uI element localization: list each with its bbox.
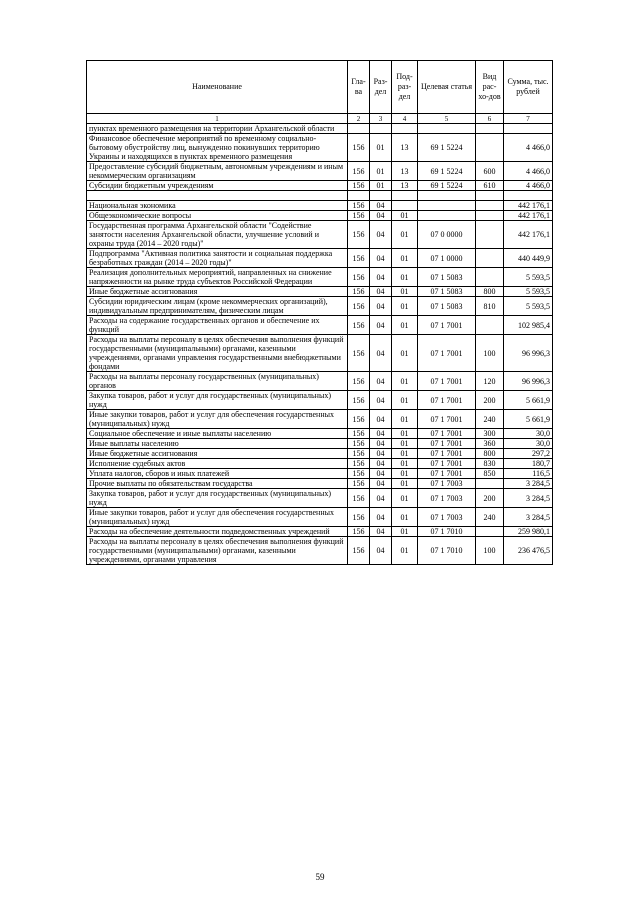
row-razdel: 01 bbox=[370, 134, 392, 162]
row-target: 07 1 7003 bbox=[418, 508, 476, 527]
row-name: Расходы на выплаты персоналу в целях обеспечения выполнения функций государственными (муниципальными) органами, казенными учреждениями, органами управления государственными внебюджетными фондами bbox=[87, 335, 348, 372]
row-sum: 440 449,9 bbox=[504, 249, 553, 268]
row-glava: 156 bbox=[348, 410, 370, 429]
row-name: Иные закупки товаров, работ и услуг для обеспечения государственных (муниципальных) нужд bbox=[87, 410, 348, 429]
row-target: 07 1 7010 bbox=[418, 537, 476, 565]
row-name: Субсидии бюджетным учреждениям bbox=[87, 181, 348, 191]
row-name: Закупка товаров, работ и услуг для государственных (муниципальных) нужд bbox=[87, 489, 348, 508]
row-sum: 3 284,5 bbox=[504, 489, 553, 508]
row-vid: 300 bbox=[476, 429, 504, 439]
row-vid: 120 bbox=[476, 372, 504, 391]
row-sum: 5 661,9 bbox=[504, 391, 553, 410]
row-razdel: 04 bbox=[370, 201, 392, 211]
row-podrazdel: 01 bbox=[392, 211, 418, 221]
row-podrazdel: 01 bbox=[392, 469, 418, 479]
row-razdel: 04 bbox=[370, 211, 392, 221]
row-glava: 156 bbox=[348, 221, 370, 249]
row-razdel: 04 bbox=[370, 316, 392, 335]
table-row bbox=[87, 211, 553, 221]
column-number: 6 bbox=[476, 114, 504, 124]
row-target bbox=[418, 211, 476, 221]
row-sum: 96 996,3 bbox=[504, 372, 553, 391]
row-name: Уплата налогов, сборов и иных платежей bbox=[87, 469, 348, 479]
row-podrazdel bbox=[392, 201, 418, 211]
row-name: Иные бюджетные ассигнования bbox=[87, 449, 348, 459]
row-podrazdel: 01 bbox=[392, 249, 418, 268]
row-glava: 156 bbox=[348, 391, 370, 410]
row-sum: 442 176,1 bbox=[504, 201, 553, 211]
row-sum: 4 466,0 bbox=[504, 134, 553, 162]
row-sum: 102 985,4 bbox=[504, 316, 553, 335]
row-name: Закупка товаров, работ и услуг для государственных (муниципальных) нужд bbox=[87, 391, 348, 410]
row-razdel: 04 bbox=[370, 287, 392, 297]
row-name: Подпрограмма "Активная политика занятости и социальная поддержка безработных граждан (2014 – 2020 годы)" bbox=[87, 249, 348, 268]
row-vid bbox=[476, 211, 504, 221]
row-podrazdel: 01 bbox=[392, 489, 418, 508]
row-name: Финансовое обеспечение мероприятий по временному социально-бытовому обустройству лиц, вынужденно покинувших территорию Украины и находящихся в пунктах временного размещения bbox=[87, 134, 348, 162]
row-glava: 156 bbox=[348, 489, 370, 508]
row-razdel: 04 bbox=[370, 249, 392, 268]
table-row bbox=[87, 391, 553, 410]
column-number-row bbox=[87, 114, 553, 124]
row-target bbox=[418, 124, 476, 134]
row-podrazdel: 01 bbox=[392, 479, 418, 489]
row-glava: 156 bbox=[348, 287, 370, 297]
row-vid bbox=[476, 249, 504, 268]
row-glava: 156 bbox=[348, 527, 370, 537]
table-row bbox=[87, 221, 553, 249]
row-glava: 156 bbox=[348, 429, 370, 439]
row-vid bbox=[476, 479, 504, 489]
row-name: Расходы на выплаты персоналу в целях обеспечения выполнения функций государственными (муниципальными) органами, казенными учреждениями, органами управления bbox=[87, 537, 348, 565]
row-razdel: 04 bbox=[370, 410, 392, 429]
row-target: 07 1 5083 bbox=[418, 297, 476, 316]
row-sum: 30,0 bbox=[504, 439, 553, 449]
table-row bbox=[87, 134, 553, 162]
row-target: 69 1 5224 bbox=[418, 162, 476, 181]
row-sum: 180,7 bbox=[504, 459, 553, 469]
header-sum: Сумма, тыс. рублей bbox=[504, 61, 553, 114]
row-target: 07 1 7001 bbox=[418, 410, 476, 429]
row-sum: 442 176,1 bbox=[504, 221, 553, 249]
row-podrazdel: 01 bbox=[392, 268, 418, 287]
row-vid: 800 bbox=[476, 287, 504, 297]
row-razdel: 01 bbox=[370, 162, 392, 181]
row-razdel: 04 bbox=[370, 268, 392, 287]
row-sum: 5 661,9 bbox=[504, 410, 553, 429]
row-razdel: 04 bbox=[370, 429, 392, 439]
row-vid bbox=[476, 124, 504, 134]
row-sum: 5 593,5 bbox=[504, 268, 553, 287]
row-glava: 156 bbox=[348, 297, 370, 316]
row-target: 07 1 7001 bbox=[418, 391, 476, 410]
row-vid bbox=[476, 221, 504, 249]
row-sum: 5 593,5 bbox=[504, 297, 553, 316]
column-number: 1 bbox=[87, 114, 348, 124]
row-name: Иные бюджетные ассигнования bbox=[87, 287, 348, 297]
row-glava: 156 bbox=[348, 316, 370, 335]
row-target: 69 1 5224 bbox=[418, 134, 476, 162]
row-name: Общеэкономические вопросы bbox=[87, 211, 348, 221]
table-row bbox=[87, 439, 553, 449]
row-vid: 810 bbox=[476, 297, 504, 316]
row-name: пунктах временного размещения на территории Архангельской области bbox=[87, 124, 348, 134]
header-row bbox=[87, 61, 553, 114]
row-name: Национальная экономика bbox=[87, 201, 348, 211]
row-sum: 3 284,5 bbox=[504, 479, 553, 489]
header-vid: Вид рас-хо-дов bbox=[476, 61, 504, 114]
row-razdel: 04 bbox=[370, 489, 392, 508]
table-row bbox=[87, 316, 553, 335]
row-name: Предоставление субсидий бюджетным, автономным учреждениям и иным некоммерческим организациям bbox=[87, 162, 348, 181]
budget-table bbox=[86, 60, 553, 565]
table-row bbox=[87, 249, 553, 268]
row-razdel bbox=[370, 124, 392, 134]
row-razdel: 04 bbox=[370, 439, 392, 449]
table-row bbox=[87, 297, 553, 316]
row-glava: 156 bbox=[348, 449, 370, 459]
row-podrazdel: 13 bbox=[392, 134, 418, 162]
column-number: 5 bbox=[418, 114, 476, 124]
row-sum bbox=[504, 124, 553, 134]
row-target: 07 1 7001 bbox=[418, 316, 476, 335]
row-sum: 442 176,1 bbox=[504, 211, 553, 221]
row-vid: 100 bbox=[476, 537, 504, 565]
table-row bbox=[87, 527, 553, 537]
row-razdel: 04 bbox=[370, 297, 392, 316]
row-glava: 156 bbox=[348, 249, 370, 268]
row-podrazdel: 01 bbox=[392, 449, 418, 459]
row-vid bbox=[476, 268, 504, 287]
row-sum: 30,0 bbox=[504, 429, 553, 439]
row-glava: 156 bbox=[348, 372, 370, 391]
row-glava: 156 bbox=[348, 181, 370, 191]
row-name: Субсидии юридическим лицам (кроме некоммерческих организаций), индивидуальным предпринимателям, физическим лицам bbox=[87, 297, 348, 316]
row-podrazdel: 13 bbox=[392, 181, 418, 191]
table-row bbox=[87, 335, 553, 372]
row-podrazdel: 01 bbox=[392, 221, 418, 249]
row-glava: 156 bbox=[348, 508, 370, 527]
row-sum bbox=[504, 191, 553, 201]
row-podrazdel: 01 bbox=[392, 527, 418, 537]
row-target: 07 1 7001 bbox=[418, 372, 476, 391]
row-razdel: 04 bbox=[370, 459, 392, 469]
header-glava: Гла-ва bbox=[348, 61, 370, 114]
table-row bbox=[87, 469, 553, 479]
row-name: Прочие выплаты по обязательствам государства bbox=[87, 479, 348, 489]
row-vid: 610 bbox=[476, 181, 504, 191]
row-razdel: 04 bbox=[370, 449, 392, 459]
table-row bbox=[87, 429, 553, 439]
row-razdel: 04 bbox=[370, 391, 392, 410]
table-row bbox=[87, 449, 553, 459]
row-target: 07 1 7001 bbox=[418, 335, 476, 372]
row-razdel: 04 bbox=[370, 335, 392, 372]
row-podrazdel: 01 bbox=[392, 335, 418, 372]
row-target: 07 0 0000 bbox=[418, 221, 476, 249]
row-sum: 96 996,3 bbox=[504, 335, 553, 372]
row-target: 07 1 5083 bbox=[418, 268, 476, 287]
header-name: Наименование bbox=[87, 61, 348, 114]
table-row bbox=[87, 410, 553, 429]
column-number: 4 bbox=[392, 114, 418, 124]
row-razdel bbox=[370, 191, 392, 201]
row-razdel: 04 bbox=[370, 527, 392, 537]
table-row bbox=[87, 537, 553, 565]
row-razdel: 04 bbox=[370, 479, 392, 489]
row-sum: 3 284,5 bbox=[504, 508, 553, 527]
row-glava: 156 bbox=[348, 162, 370, 181]
row-name: Исполнение судебных актов bbox=[87, 459, 348, 469]
table-row bbox=[87, 201, 553, 211]
row-vid: 360 bbox=[476, 439, 504, 449]
row-vid: 200 bbox=[476, 391, 504, 410]
row-glava: 156 bbox=[348, 134, 370, 162]
table-row bbox=[87, 508, 553, 527]
row-target: 07 1 7003 bbox=[418, 489, 476, 508]
header-podrazdel: Под-раз-дел bbox=[392, 61, 418, 114]
row-podrazdel: 01 bbox=[392, 372, 418, 391]
table-row bbox=[87, 181, 553, 191]
row-name: Социальное обеспечение и иные выплаты населению bbox=[87, 429, 348, 439]
row-podrazdel: 01 bbox=[392, 537, 418, 565]
row-sum: 5 593,5 bbox=[504, 287, 553, 297]
table-row bbox=[87, 489, 553, 508]
row-glava bbox=[348, 124, 370, 134]
table-row bbox=[87, 459, 553, 469]
row-target: 07 1 7001 bbox=[418, 439, 476, 449]
row-podrazdel: 01 bbox=[392, 459, 418, 469]
row-glava bbox=[348, 191, 370, 201]
row-glava: 156 bbox=[348, 439, 370, 449]
row-target: 07 1 7001 bbox=[418, 469, 476, 479]
row-razdel: 04 bbox=[370, 508, 392, 527]
table-body bbox=[87, 124, 553, 565]
row-podrazdel: 01 bbox=[392, 508, 418, 527]
row-glava: 156 bbox=[348, 459, 370, 469]
row-glava: 156 bbox=[348, 211, 370, 221]
row-sum: 116,5 bbox=[504, 469, 553, 479]
row-target: 07 1 7010 bbox=[418, 527, 476, 537]
row-podrazdel: 13 bbox=[392, 162, 418, 181]
row-name: Расходы на обеспечение деятельности подведомственных учреждений bbox=[87, 527, 348, 537]
row-vid bbox=[476, 201, 504, 211]
row-razdel: 04 bbox=[370, 469, 392, 479]
table-row bbox=[87, 162, 553, 181]
row-sum: 236 476,5 bbox=[504, 537, 553, 565]
row-target bbox=[418, 201, 476, 211]
row-name: Иные выплаты населению bbox=[87, 439, 348, 449]
row-vid: 240 bbox=[476, 508, 504, 527]
table-row bbox=[87, 372, 553, 391]
row-podrazdel: 01 bbox=[392, 391, 418, 410]
row-glava: 156 bbox=[348, 469, 370, 479]
row-razdel: 04 bbox=[370, 221, 392, 249]
table-row bbox=[87, 479, 553, 489]
row-podrazdel: 01 bbox=[392, 287, 418, 297]
table-row bbox=[87, 268, 553, 287]
row-name: Расходы на содержание государственных органов и обеспечение их функций bbox=[87, 316, 348, 335]
row-podrazdel bbox=[392, 191, 418, 201]
row-vid: 200 bbox=[476, 489, 504, 508]
table-row bbox=[87, 287, 553, 297]
row-glava: 156 bbox=[348, 479, 370, 489]
row-razdel: 01 bbox=[370, 181, 392, 191]
row-name: Государственная программа Архангельской области "Содействие занятости населения Архангельской области, улучшение условий и охраны труда (2014 – 2020 годы)" bbox=[87, 221, 348, 249]
row-name: Реализация дополнительных мероприятий, направленных на снижение напряженности на рынке труда субъектов Российской Федерации bbox=[87, 268, 348, 287]
header-target: Целевая статья bbox=[418, 61, 476, 114]
row-vid: 850 bbox=[476, 469, 504, 479]
row-vid: 100 bbox=[476, 335, 504, 372]
row-vid bbox=[476, 191, 504, 201]
header-razdel: Раз-дел bbox=[370, 61, 392, 114]
row-razdel: 04 bbox=[370, 372, 392, 391]
page-number: 59 bbox=[315, 872, 325, 882]
row-name: Иные закупки товаров, работ и услуг для обеспечения государственных (муниципальных) нужд bbox=[87, 508, 348, 527]
row-glava: 156 bbox=[348, 268, 370, 287]
row-target: 07 1 7003 bbox=[418, 479, 476, 489]
row-target: 07 1 5083 bbox=[418, 287, 476, 297]
row-podrazdel: 01 bbox=[392, 297, 418, 316]
row-razdel: 04 bbox=[370, 537, 392, 565]
row-name: Расходы на выплаты персоналу государственных (муниципальных) органов bbox=[87, 372, 348, 391]
row-podrazdel: 01 bbox=[392, 410, 418, 429]
row-vid: 830 bbox=[476, 459, 504, 469]
row-vid: 600 bbox=[476, 162, 504, 181]
row-target: 07 1 7001 bbox=[418, 459, 476, 469]
table-row bbox=[87, 124, 553, 134]
row-glava: 156 bbox=[348, 201, 370, 211]
column-number: 2 bbox=[348, 114, 370, 124]
row-name bbox=[87, 191, 348, 201]
row-sum: 297,2 bbox=[504, 449, 553, 459]
row-sum: 4 466,0 bbox=[504, 181, 553, 191]
row-podrazdel: 01 bbox=[392, 429, 418, 439]
row-podrazdel: 01 bbox=[392, 439, 418, 449]
column-number: 3 bbox=[370, 114, 392, 124]
row-vid: 800 bbox=[476, 449, 504, 459]
row-sum: 259 980,1 bbox=[504, 527, 553, 537]
row-podrazdel bbox=[392, 124, 418, 134]
row-glava: 156 bbox=[348, 335, 370, 372]
table-row bbox=[87, 191, 553, 201]
row-target: 69 1 5224 bbox=[418, 181, 476, 191]
row-target bbox=[418, 191, 476, 201]
row-target: 07 1 7001 bbox=[418, 449, 476, 459]
row-target: 07 1 7001 bbox=[418, 429, 476, 439]
row-vid: 240 bbox=[476, 410, 504, 429]
row-podrazdel: 01 bbox=[392, 316, 418, 335]
row-glava: 156 bbox=[348, 537, 370, 565]
row-vid bbox=[476, 134, 504, 162]
row-sum: 4 466,0 bbox=[504, 162, 553, 181]
column-number: 7 bbox=[504, 114, 553, 124]
row-target: 07 1 0000 bbox=[418, 249, 476, 268]
row-vid bbox=[476, 527, 504, 537]
row-vid bbox=[476, 316, 504, 335]
